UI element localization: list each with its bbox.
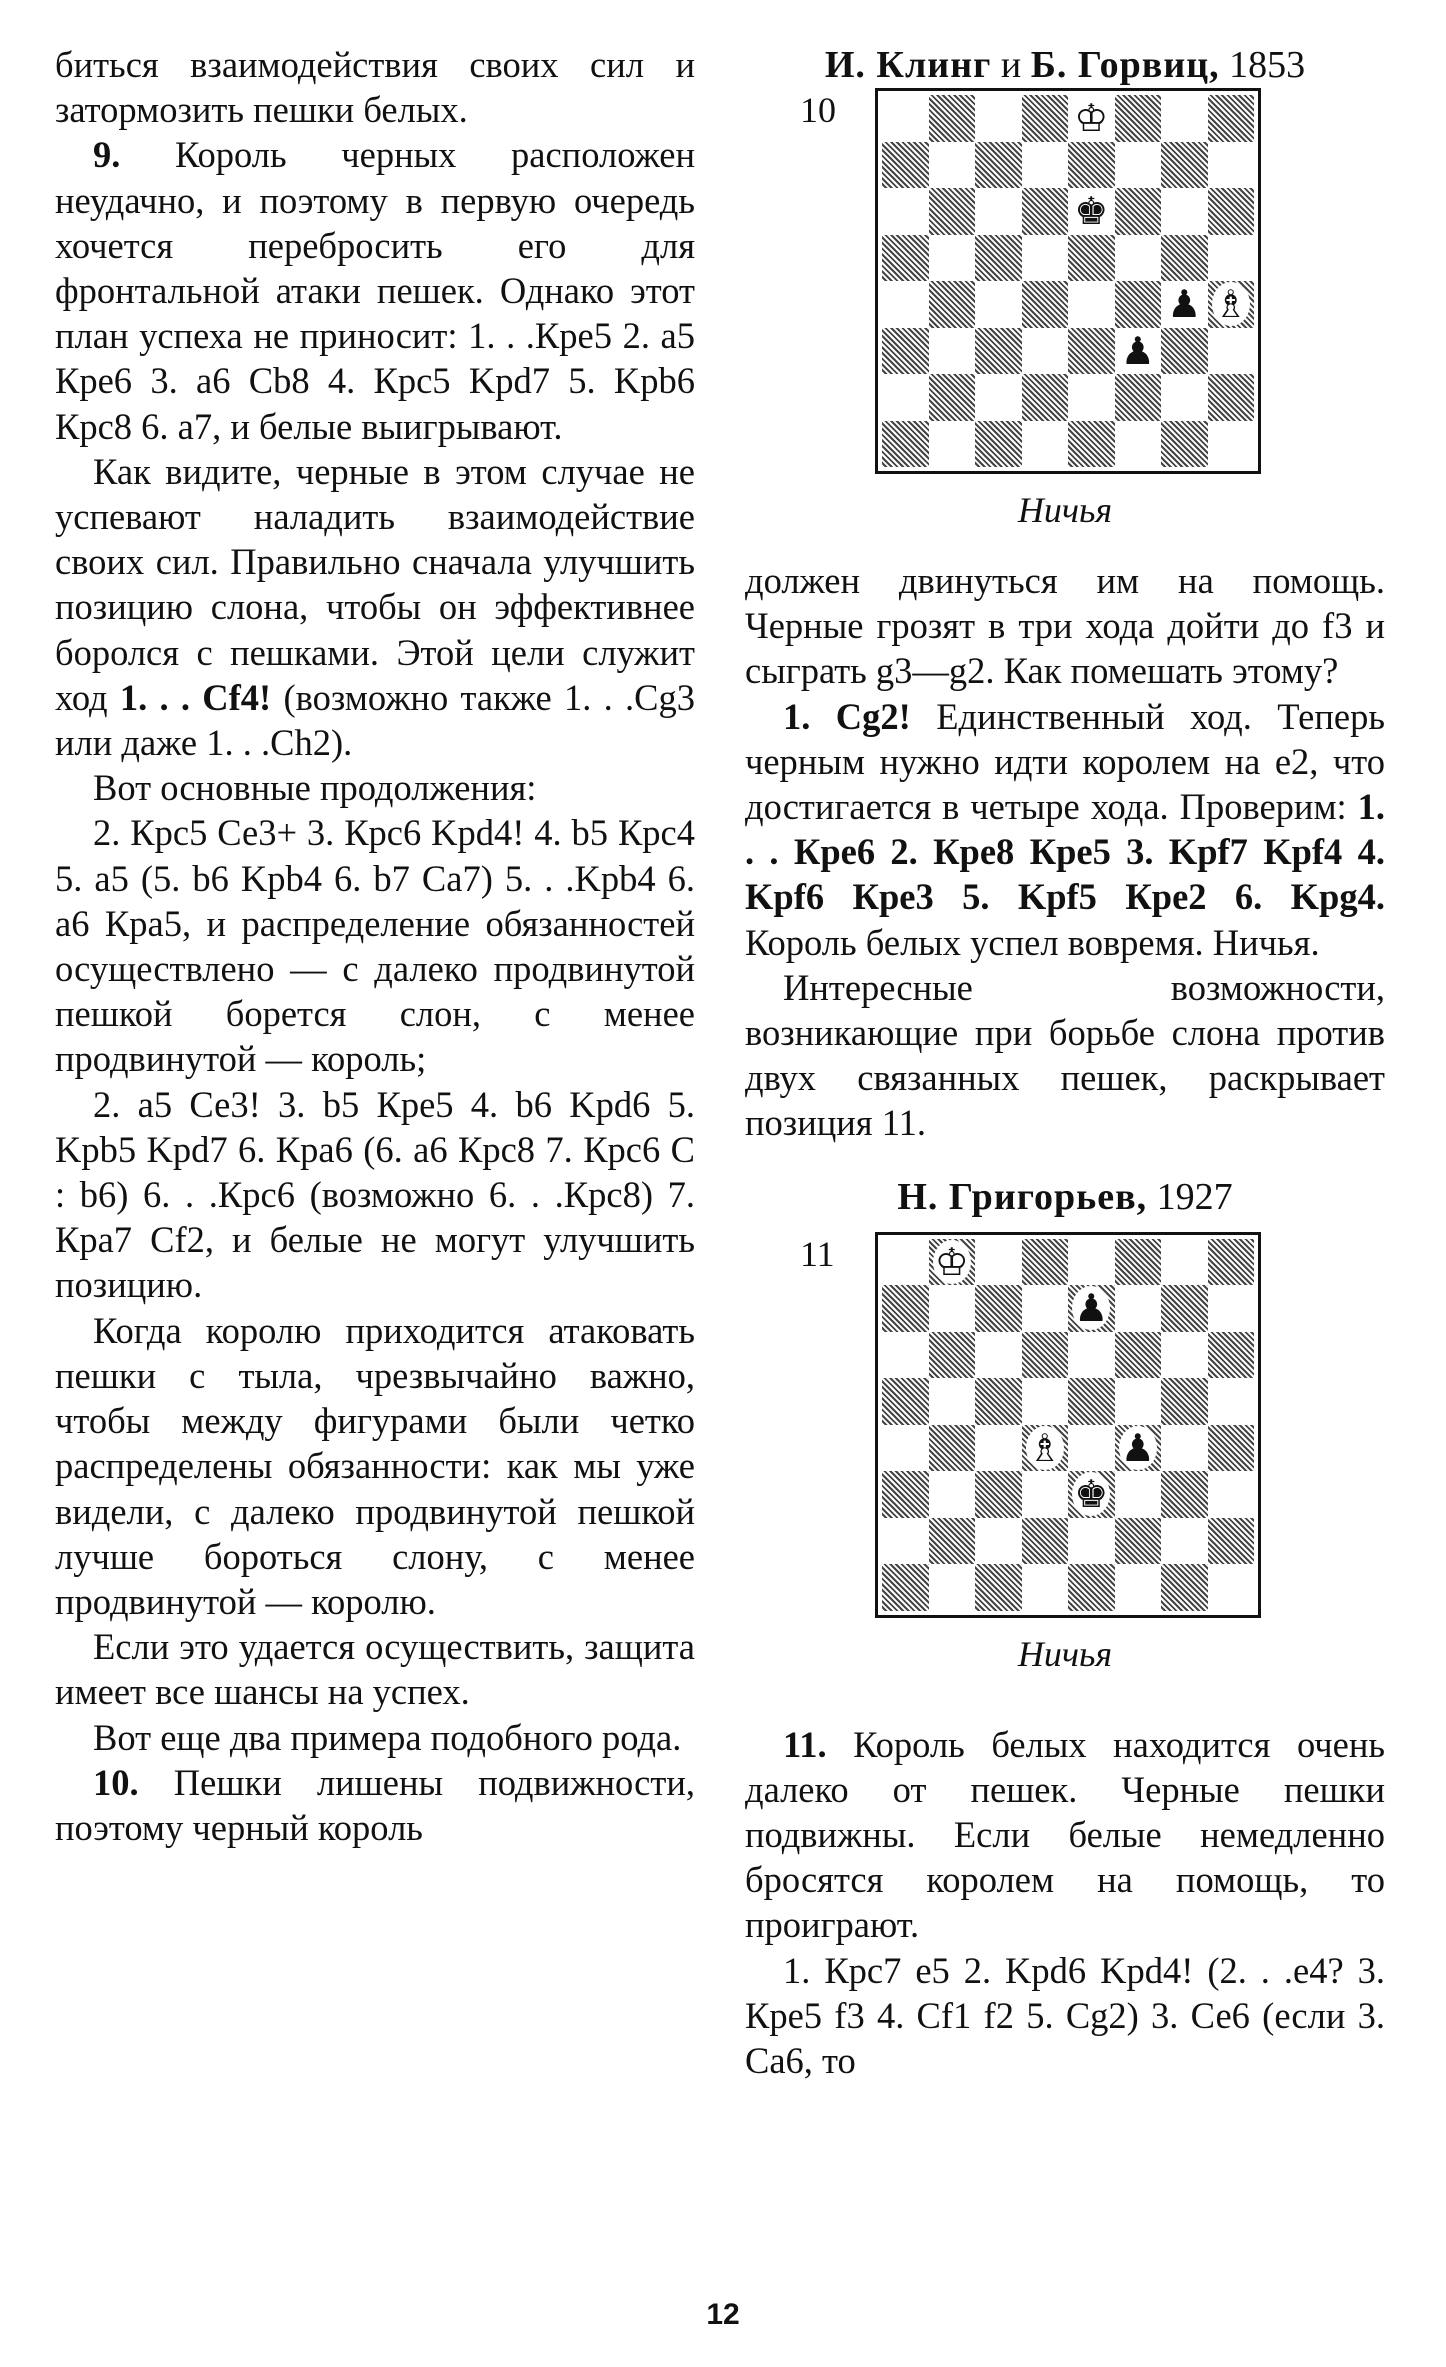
board-square <box>1208 235 1255 282</box>
board-square <box>1068 142 1115 189</box>
board-square <box>1115 1518 1162 1565</box>
board-square <box>1208 374 1255 421</box>
board-square <box>1115 281 1162 328</box>
diagram10-heading <box>745 42 1385 88</box>
board-square <box>975 1471 1022 1518</box>
paragraph <box>55 449 695 765</box>
white-king-icon: ♔ <box>1074 96 1109 140</box>
board-square <box>1161 328 1208 375</box>
board-square <box>1161 1564 1208 1611</box>
board-square <box>1068 235 1115 282</box>
board-square <box>1068 374 1115 421</box>
board-square <box>1115 142 1162 189</box>
diagram11-author: Н. Григорьев, <box>897 1175 1148 1218</box>
paragraph <box>55 1760 695 1850</box>
chess-board-11 <box>875 1232 1261 1618</box>
board-square <box>1115 1332 1162 1379</box>
board-square <box>882 235 929 282</box>
board-square <box>1208 1378 1255 1425</box>
board-square <box>1115 1471 1162 1518</box>
board-square <box>1115 421 1162 468</box>
board-square <box>929 328 976 375</box>
board-square <box>1161 142 1208 189</box>
board-square <box>1161 1471 1208 1518</box>
right-text-a <box>745 558 1385 1146</box>
diagram11-caption: Ничья <box>1017 1633 1113 1674</box>
text: 2. Крс5 Се3+ 3. Крс6 Kpd4! 4. b5 Крс4 5. a5 (5. b6 Kpb4 6. b7 Са7) 5. . .Kpb4 6. a6 Кра5, и распределение обязанностей осуществлено — с далеко продвинутой пешкой борется слон, с менее продвинутой — король; <box>55 812 695 1080</box>
board-square <box>929 1332 976 1379</box>
board-square <box>1161 188 1208 235</box>
board-square <box>1068 328 1115 375</box>
board-square <box>929 1471 976 1518</box>
board-square <box>1161 95 1208 142</box>
text: Если это удается осуществить, защита имеет все шансы на успех. <box>55 1626 695 1713</box>
left-column <box>55 42 695 1850</box>
bold-text: 11. <box>783 1723 827 1765</box>
board-square <box>975 281 1022 328</box>
board-square <box>1208 95 1255 142</box>
board-square <box>929 95 976 142</box>
board-square <box>975 1285 1022 1332</box>
diagram11-heading <box>745 1174 1385 1220</box>
board-square <box>882 1239 929 1286</box>
paragraph <box>745 558 1385 694</box>
board-square <box>1115 235 1162 282</box>
white-king-icon: ♔ <box>934 1239 969 1284</box>
board-square <box>1022 1332 1069 1379</box>
board-square <box>929 188 976 235</box>
diagram10-year: 1853 <box>1219 44 1306 86</box>
board-square <box>882 1471 929 1518</box>
board-square <box>975 188 1022 235</box>
board-square <box>1161 1378 1208 1425</box>
paragraph <box>55 765 695 810</box>
board-square <box>882 1564 929 1611</box>
board-square <box>1161 1332 1208 1379</box>
board-square <box>929 421 976 468</box>
board-square <box>1022 1471 1069 1518</box>
board-square <box>1161 1518 1208 1565</box>
board-square <box>1068 1518 1115 1565</box>
board-square <box>1115 1285 1162 1332</box>
paragraph <box>745 694 1385 965</box>
text: Король белых находится очень далеко от пешек. Черные пешки подвижны. Если белые немедленно бросятся королем на помощь, то проиграют. <box>745 1723 1385 1946</box>
board-square <box>1022 1285 1069 1332</box>
board-square <box>882 328 929 375</box>
board-square <box>1115 1378 1162 1425</box>
text: Единственный ход. Теперь черным нужно идти королем на е2, что достигается в четыре хода. Проверим: <box>745 695 1385 828</box>
diagram11-year: 1927 <box>1147 1175 1233 1218</box>
board-square <box>975 1239 1022 1286</box>
board-square <box>882 1285 929 1332</box>
board-square <box>1022 421 1069 468</box>
board-square <box>929 1425 976 1472</box>
board-square <box>1161 1425 1208 1472</box>
board-square <box>1068 1425 1115 1472</box>
board-square <box>1022 281 1069 328</box>
board-square <box>1208 142 1255 189</box>
bold-text: 1. . . Кре6 2. Кре8 Кре5 3. Kpf7 Kpf4 4. Kpf6 Кре3 5. Kpf5 Кре2 6. Kpg4. <box>745 786 1385 918</box>
bold-text: 1. . . Cf4! <box>119 676 272 718</box>
text: Когда королю приходится атаковать пешки с тыла, чрезвычайно важно, чтобы между фигурами были четко распределены обязанности: как мы уже видели, с далеко продвинутой пешкой лучше бороться слону, с менее продвинутой — королю. <box>55 1309 695 1622</box>
board-square <box>975 95 1022 142</box>
board-square <box>1208 188 1255 235</box>
diagram11-number: 11 <box>800 1233 835 1274</box>
diagram10-author2: Б. Горвиц, <box>1030 44 1220 86</box>
board-square <box>1068 1564 1115 1611</box>
text: Как видите, черные в этом случае не успевают наладить взаимодействие своих сил. Правильно сначала улучшить позицию слона, чтобы он эффективнее боролся с пешками. Этой цели служит ход <box>55 450 695 718</box>
board-square <box>882 1332 929 1379</box>
diagram10-number: 10 <box>800 90 836 130</box>
board-square <box>1068 421 1115 468</box>
text: Интересные возможности, возникающие при борьбе слона против двух связанных пешек, раскрывает позиция 11. <box>745 966 1385 1144</box>
board-square <box>1022 374 1069 421</box>
board-square <box>1022 142 1069 189</box>
black-pawn-icon: ♟ <box>1120 1425 1155 1470</box>
text: 2. a5 Се3! 3. b5 Кре5 4. b6 Kpd6 5. Kpb5 Kpd7 6. Кра6 (6. a6 Крс8 7. Крс6 С : b6) 6. . .Крс6 (возможно 6. . .Крс8) 7. Кра7 Cf2, и белые не могут улучшить позицию. <box>55 1083 695 1306</box>
board-square <box>882 1425 929 1472</box>
board-square <box>1068 1332 1115 1379</box>
paragraph <box>745 965 1385 1146</box>
board-square <box>1208 1239 1255 1286</box>
board-square <box>1022 328 1069 375</box>
paragraph <box>55 42 695 132</box>
black-king-icon: ♚ <box>1074 189 1109 233</box>
board-square <box>975 1378 1022 1425</box>
board-square <box>1208 1564 1255 1611</box>
board-square <box>882 188 929 235</box>
board-square <box>929 1518 976 1565</box>
white-bishop-icon: ♗ <box>1213 282 1248 326</box>
paragraph <box>55 810 695 1081</box>
board-square <box>975 1518 1022 1565</box>
text: Вот еще два примера подобного рода. <box>93 1716 682 1758</box>
board-square <box>975 142 1022 189</box>
board-square <box>1115 1564 1162 1611</box>
board-square <box>1068 281 1115 328</box>
board-square <box>882 95 929 142</box>
board-square <box>929 1378 976 1425</box>
board-square <box>1208 1332 1255 1379</box>
board-square <box>882 142 929 189</box>
diagram10-author1: И. Клинг <box>824 44 992 86</box>
diagram10-and: и <box>991 44 1031 86</box>
right-text-b <box>745 1722 1385 2084</box>
bold-text: 9. <box>93 134 121 176</box>
paragraph <box>55 132 695 448</box>
board-square <box>882 1518 929 1565</box>
board-square <box>1208 1425 1255 1472</box>
board-square <box>975 1564 1022 1611</box>
board-square <box>1068 1239 1115 1286</box>
board-square <box>1161 374 1208 421</box>
text: должен двинуться им на помощь. Черные грозят в три хода дойти до f3 и сыграть g3—g2. Как помешать этому? <box>745 560 1385 692</box>
board-square <box>929 1285 976 1332</box>
board-square <box>975 421 1022 468</box>
board-square <box>975 374 1022 421</box>
paragraph <box>745 1948 1385 2084</box>
board-square <box>929 142 976 189</box>
board-square <box>882 1378 929 1425</box>
black-pawn-icon: ♟ <box>1120 328 1155 373</box>
board-square <box>975 235 1022 282</box>
board-square <box>1022 95 1069 142</box>
board-square <box>882 281 929 328</box>
text: (возможно также 1. . .Cg3 или даже 1. . .Ch2). <box>55 676 695 764</box>
board-square <box>1022 235 1069 282</box>
text: Король белых успел вовремя. Ничья. <box>745 921 1320 963</box>
board-square <box>1161 1285 1208 1332</box>
text: Пешки лишены подвижности, поэтому черный король <box>55 1761 695 1848</box>
board-square <box>975 1425 1022 1472</box>
board-square <box>882 421 929 468</box>
board-square <box>1208 1471 1255 1518</box>
bold-text: 10. <box>93 1761 139 1803</box>
board-square <box>1115 188 1162 235</box>
board-square <box>1208 421 1255 468</box>
board-square <box>1115 374 1162 421</box>
diagram10 <box>745 88 1385 558</box>
board-square <box>929 1564 976 1611</box>
board-square <box>929 281 976 328</box>
text: биться взаимодействия своих сил и затормозить пешки белых. <box>55 44 695 131</box>
board-square <box>975 328 1022 375</box>
board-square <box>1208 1285 1255 1332</box>
right-column <box>745 42 1385 2083</box>
board-square <box>1115 1239 1162 1286</box>
board-square <box>1068 1378 1115 1425</box>
board-square <box>1161 421 1208 468</box>
paragraph <box>55 1715 695 1760</box>
paragraph <box>55 1308 695 1624</box>
diagram10-caption: Ничья <box>1017 490 1113 530</box>
paragraph <box>55 1082 695 1308</box>
board-square <box>1161 235 1208 282</box>
board-square <box>1115 95 1162 142</box>
board-square <box>1161 1239 1208 1286</box>
page-number: 12 <box>706 2298 740 2331</box>
board-square <box>1022 188 1069 235</box>
diagram11 <box>745 1232 1385 1702</box>
board-square <box>975 1332 1022 1379</box>
board-square <box>882 374 929 421</box>
board-square <box>1022 1518 1069 1565</box>
text: Король черных расположен неудачно, и поэтому в первую очередь хочется перебросить его для фронтальной атаки пешек. Однако этот план успеха не приносит: 1. . .Кре5 2. a5 Кре6 3. a6 Cb8 4. Крс5 Kpd7 5. Kpb6 Крс8 6. a7, и белые выигрывают. <box>55 134 695 447</box>
board-square <box>929 235 976 282</box>
board-square <box>1208 328 1255 375</box>
board-square <box>1022 1378 1069 1425</box>
white-bishop-icon: ♗ <box>1027 1425 1062 1470</box>
text: Вот основные продолжения: <box>93 767 537 809</box>
board-square <box>1022 1564 1069 1611</box>
chess-board-10 <box>875 88 1261 474</box>
bold-text: 1. Cg2! <box>783 695 911 737</box>
board-square <box>1208 1518 1255 1565</box>
board-square <box>929 374 976 421</box>
black-pawn-icon: ♟ <box>1074 1286 1109 1331</box>
board-square <box>1022 1239 1069 1286</box>
paragraph <box>745 1722 1385 1948</box>
paragraph <box>55 1624 695 1714</box>
text: 1. Крс7 e5 2. Kpd6 Kpd4! (2. . .e4? 3. Кре5 f3 4. Cf1 f2 5. Cg2) 3. Се6 (если 3. Са6, то <box>745 1949 1385 2082</box>
black-king-icon: ♚ <box>1074 1472 1109 1517</box>
black-pawn-icon: ♟ <box>1167 282 1202 326</box>
